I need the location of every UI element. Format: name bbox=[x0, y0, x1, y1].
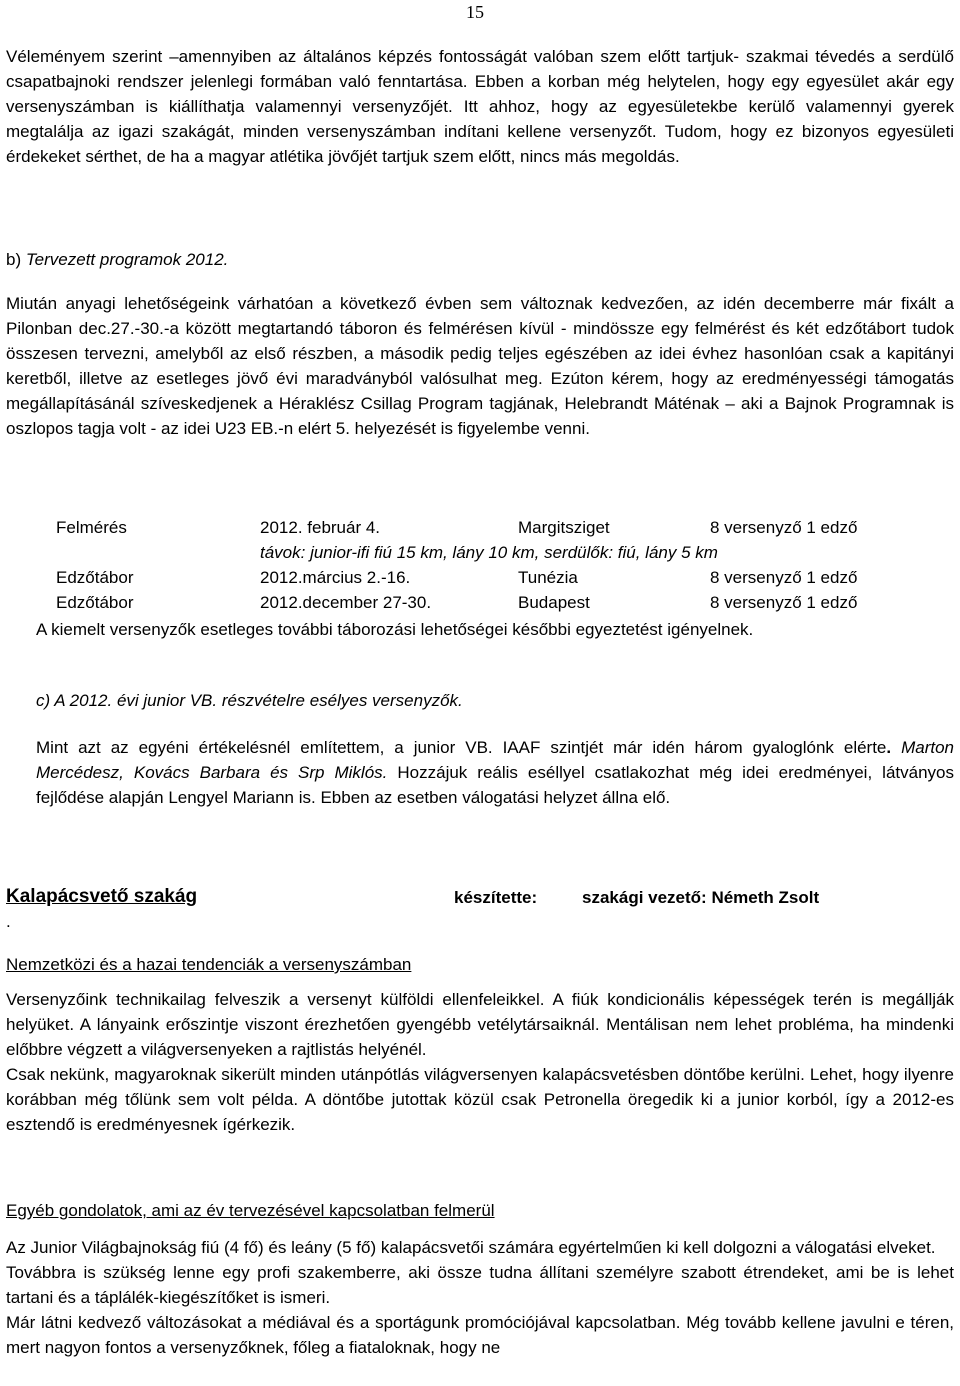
schedule-type: Edzőtábor bbox=[56, 593, 134, 612]
schedule-row bbox=[56, 565, 936, 590]
section-b-heading bbox=[6, 247, 954, 272]
schedule-date: 2012.március 2.-16. bbox=[260, 568, 411, 587]
schedule-distances: távok: junior-ifi fiú 15 km, lány 10 km, serdülők: fiú, lány 5 km bbox=[260, 543, 718, 562]
section-b-paragraph: Miután anyagi lehetőségeink várhatóan a következő évben sem változnak kedvezően, az idén decemberre már fixált a Pilonban dec.27.-30.-a között megtartandó táboron és felmérésen kívül - mindössze egy felmérést és két edzőtábort tudok összesen tervezni, amelyből az első részben, a második pedig teljes egészében az idei évhez hasonlóan csak a kapitányi keretből, illetve az esetleges jövő évi maradványból valósulhat meg. Ezúton kérem, hogy az eredményességi támogatás megállapításánál szíveskedjenek a Héraklész Csillag Program tagjának, Helebrandt Máténak – aki a Bajnok Programnak is oszlopos tagja volt - az idei U23 EB.-n elért 5. helyezését is figyelembe venni. bbox=[6, 294, 954, 438]
schedule-people: 8 versenyző 1 edző bbox=[710, 568, 858, 587]
schedule-row bbox=[56, 590, 936, 615]
schedule-distances-row bbox=[56, 540, 936, 565]
section-b-label: b) bbox=[6, 250, 26, 269]
page-number: 15 bbox=[466, 2, 484, 22]
hammer-section-title: Kalapácsvető szakág bbox=[6, 886, 198, 907]
prepared-by-label: készítette: bbox=[454, 888, 538, 907]
schedule-date: 2012.december 27-30. bbox=[260, 593, 432, 612]
intro-paragraph: Véleményem szerint –amennyiben az általános képzés fontosságát valóban szem előtt tartjuk- szakmai tévedés a serdülő csapatbajnoki rendszer jelenlegi formában való fenntartása. Ebben a korban még helytelen, hogy egy egyesület akár egy versenyszámban is kiállíthatja valamennyi versenyzőjét. Itt ahhoz, hogy az egyesületekbe kerülő valamennyi gyerek megtalálja az igazi szakágát, minden versenyszámban indítani kellene versenyzőt. Tudom, hogy ez bizonyos egyesületi érdekeket sérthet, de ha a magyar atlétika jövőjét tartjuk szem előtt, nincs más megoldás. bbox=[6, 47, 954, 166]
schedule-date: 2012. február 4. bbox=[260, 518, 381, 537]
schedule-place: Budapest bbox=[518, 593, 590, 612]
schedule-place: Tunézia bbox=[518, 568, 578, 587]
trends-body bbox=[6, 987, 954, 1137]
other-thoughts-heading: Egyéb gondolatok, ami az év tervezésével kapcsolatban felmerül bbox=[6, 1201, 495, 1220]
section-c-text-1: Mint azt az egyéni értékelésnél említettem, a junior VB. IAAF szintjét már idén három gyaloglónk elérte bbox=[36, 738, 887, 757]
trends-paragraph-2: Csak nekünk, magyaroknak sikerült minden utánpótlás világversenyen kalapácsvetésben döntőbe kerülni. Lehet, hogy ilyenre korábban még tőlünk sem volt példa. A döntőbe jutottak közül csak Petronella öregedik ki a junior korból, így a 2012-es esztendő is eredményesnek ígérkezik. bbox=[6, 1065, 954, 1134]
section-c-dot: . bbox=[886, 738, 902, 757]
schedule-type: Edzőtábor bbox=[56, 568, 134, 587]
schedule-table bbox=[56, 515, 936, 615]
section-c-heading: c) A 2012. évi junior VB. részvételre esélyes versenyzők. bbox=[36, 691, 463, 710]
prepared-by-name: szakági vezető: Németh Zsolt bbox=[582, 888, 820, 907]
schedule-note: A kiemelt versenyzők esetleges további táborozási lehetőségei későbbi egyeztetést igényelnek. bbox=[36, 620, 754, 639]
schedule-people: 8 versenyző 1 edző bbox=[710, 593, 858, 612]
section-c-paragraph bbox=[36, 735, 954, 810]
stray-dot: . bbox=[6, 912, 11, 931]
section-c-text-2: Hozzájuk reális eséllyel csatlakozhat még idei eredményei, látványos fejlődése alapján Lengyel Mariann is. Ebben az esetben válogatási helyzet állna elő. bbox=[36, 763, 955, 807]
schedule-people: 8 versenyző 1 edző bbox=[710, 518, 858, 537]
other-paragraph-3: Már látni kedvező változásokat a médiával és a sportágunk promóciójával kapcsolatban. Még tovább kellene javulni e téren, mert nagyon fontos a versenyzőknek, főleg a fiataloknak, hogy ne bbox=[6, 1313, 954, 1357]
other-thoughts-body bbox=[6, 1235, 954, 1360]
trends-heading: Nemzetközi és a hazai tendenciák a versenyszámban bbox=[6, 955, 412, 974]
other-paragraph-2: Továbbra is szükség lenne egy profi szakemberre, aki össze tudna állítani személyre szabott étrendeket, ami be is lehet tartani és a táplálék-kiegészítőket is ismeri. bbox=[6, 1263, 954, 1307]
section-b-title: Tervezett programok 2012. bbox=[25, 250, 229, 269]
section-c-names: Marton Mercédesz, Kovács Barbara és Srp Miklós. bbox=[36, 738, 954, 782]
schedule-type: Felmérés bbox=[56, 518, 127, 537]
trends-paragraph-1: Versenyzőink technikailag felveszik a versenyt külföldi ellenfeleikkel. A fiúk kondicionális képességek terén is megállják helyüket. A lányaink erőszintje viszont érezhetően gyengébb vetélytársaiknál. Mentálisan nem lehet probléma, ha mindenki előbbre végzett a világversenyeken a rajtlistás helyénél. bbox=[6, 990, 954, 1059]
schedule-place: Margitsziget bbox=[518, 518, 610, 537]
schedule-row bbox=[56, 515, 936, 540]
other-paragraph-1: Az Junior Világbajnokság fiú (4 fő) és leány (5 fő) kalapácsvetői számára egyértelműen ki kell dolgozni a válogatási elveket. bbox=[6, 1238, 936, 1257]
